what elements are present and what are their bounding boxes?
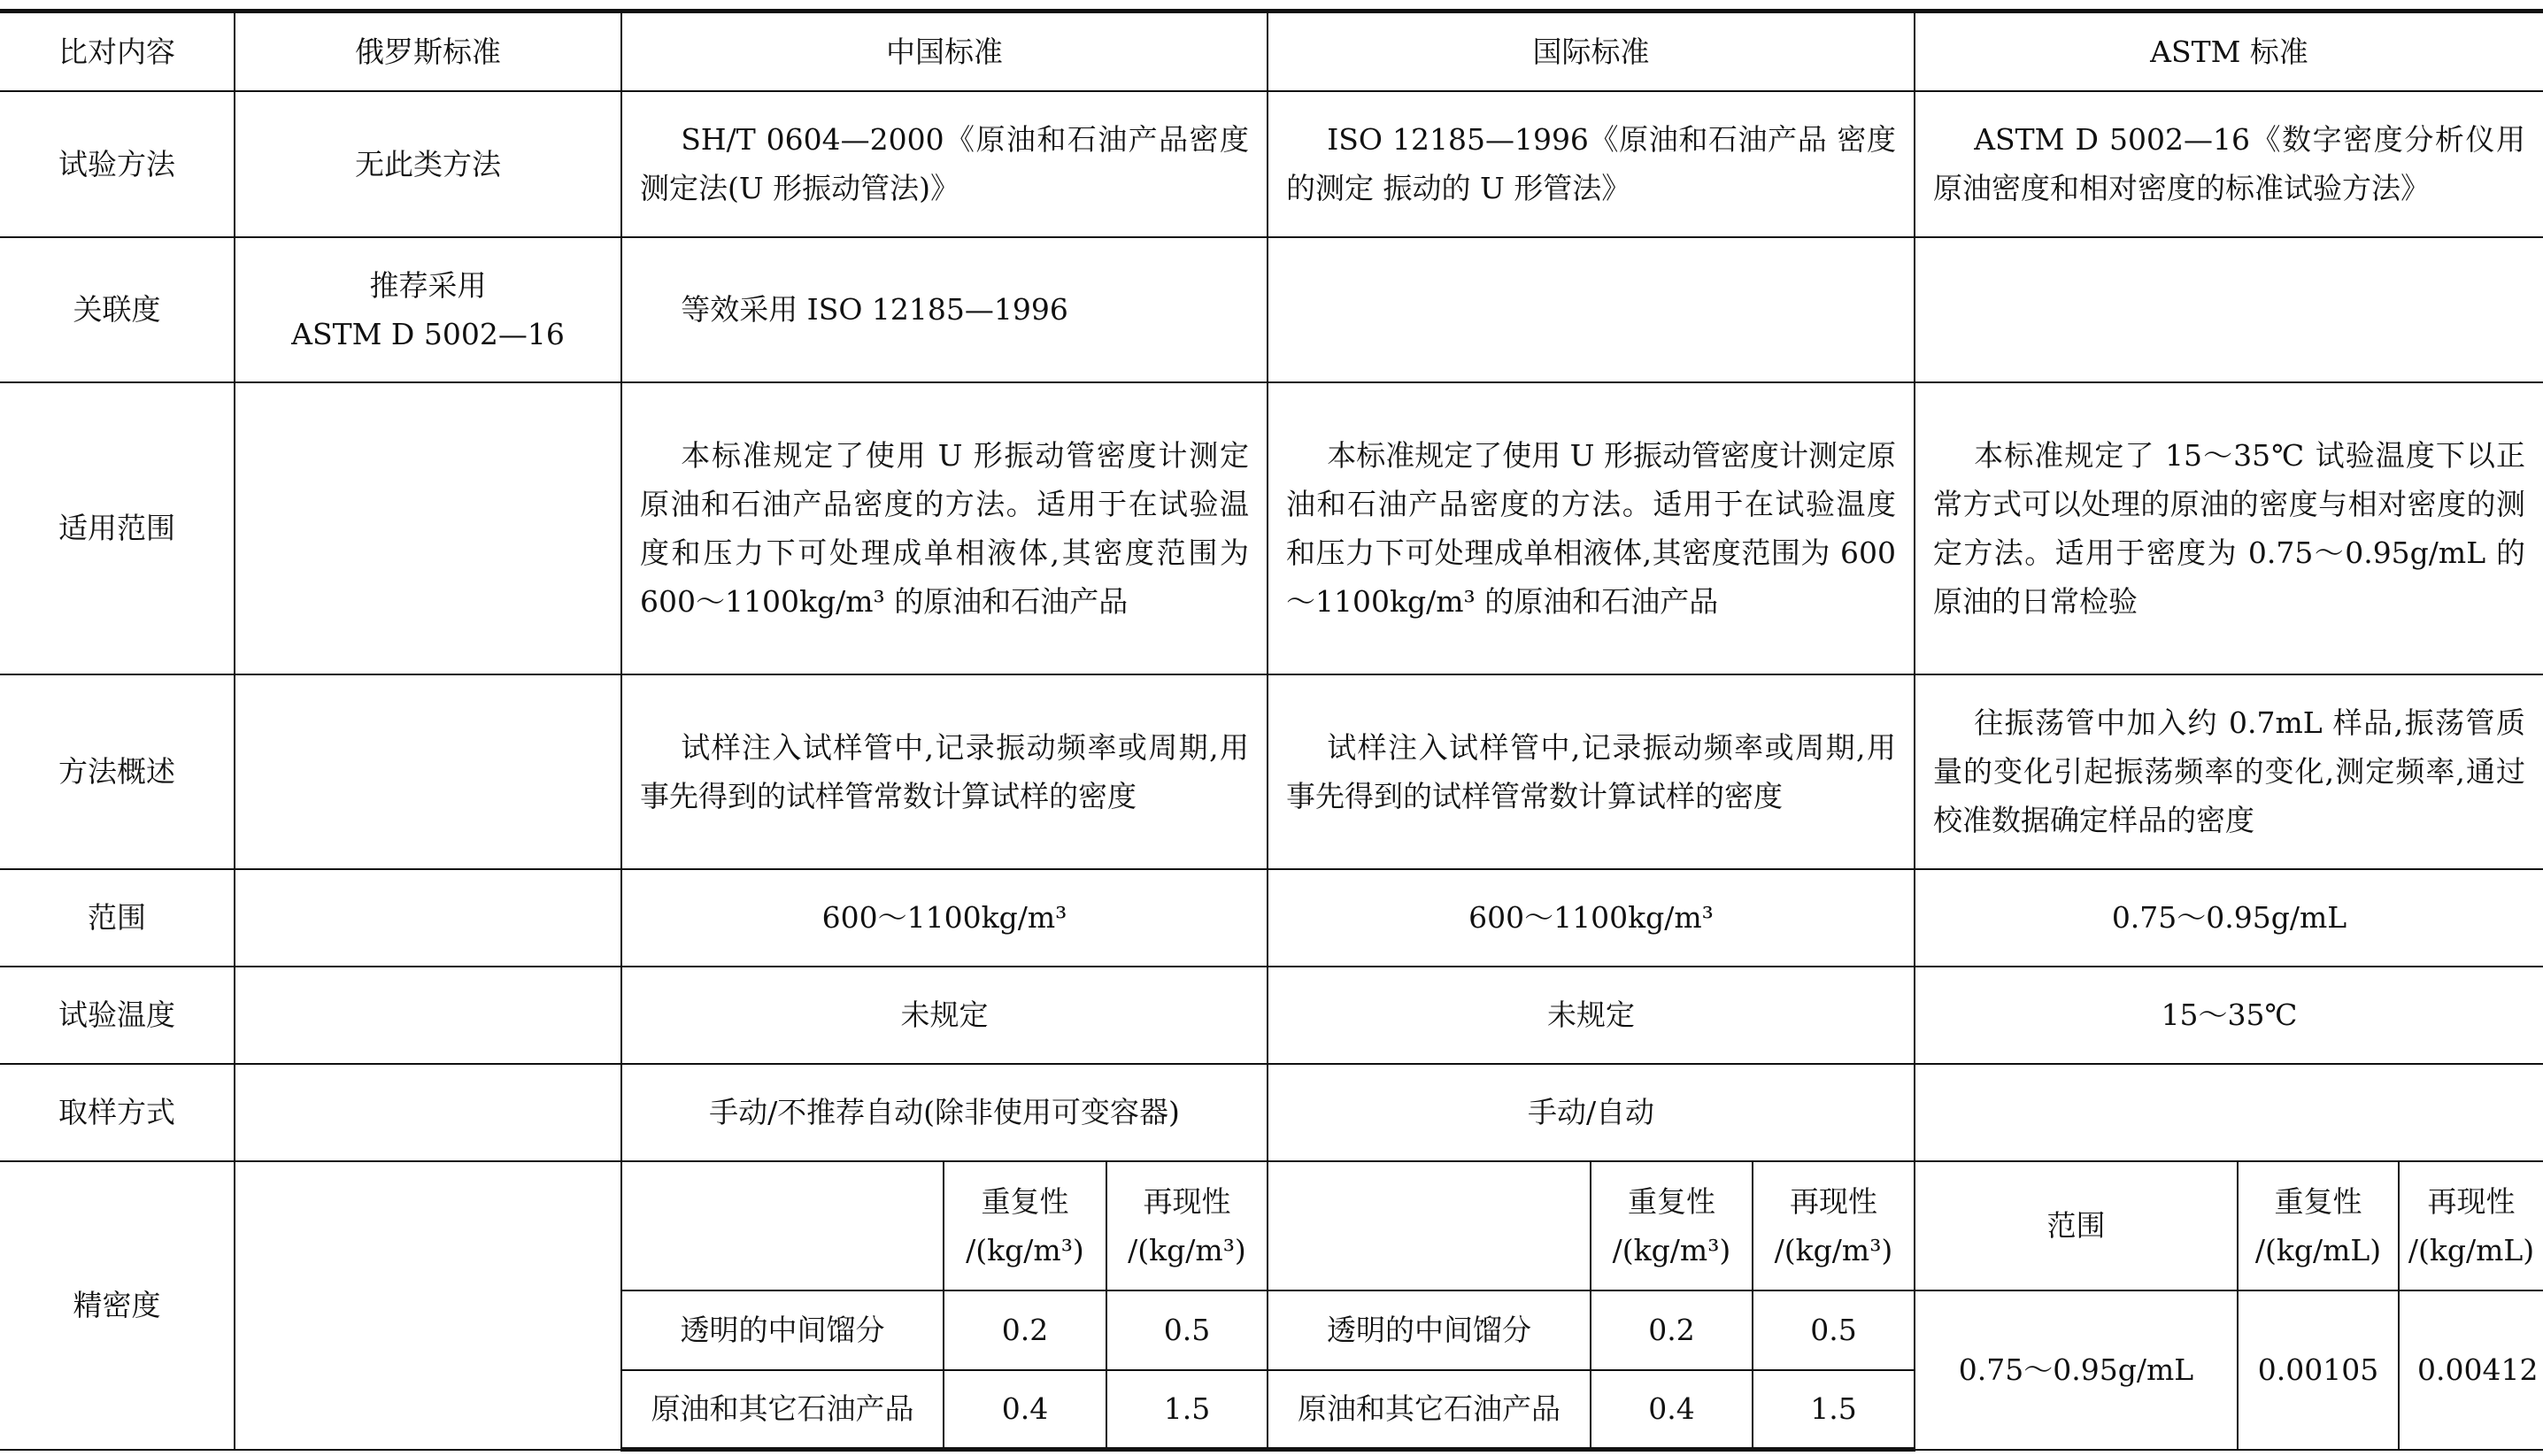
cell-russia [235,967,621,1064]
repeat-label: 重复性 [2274,1183,2362,1219]
precision-china-repeat-header [944,1161,1106,1290]
precision-china-reproduce-header [1106,1161,1268,1290]
row-label: 试验温度 [0,967,235,1064]
cell-astm: 本标准规定了 15～35℃ 试验温度下以正常方式可以处理的原油的密度与相对密度的测定方法。适用于密度为 0.75～0.95g/mL 的原油的日常检验 [1915,382,2543,674]
precision-intl-blank [1268,1161,1591,1290]
header-russia: 俄罗斯标准 [235,12,621,91]
repeat-label: 重复性 [1628,1183,1715,1219]
cell-astm: 0.75～0.95g/mL [1915,869,2543,967]
precision-astm-repeat-header [2238,1161,2399,1290]
precision-china-name: 原油和其它石油产品 [621,1370,944,1450]
relation-line-1: 推荐采用 [369,267,487,303]
header-china: 中国标准 [621,12,1268,91]
row-precision-header [0,1161,2543,1290]
reproduce-label: 再现性 [1790,1183,1877,1219]
cell-russia [235,1161,621,1450]
row-label: 方法概述 [0,674,235,869]
precision-china-repeat: 0.4 [944,1370,1106,1450]
cell-intl: 600～1100kg/m³ [1268,869,1915,967]
repeat-unit: /(kg/m³) [966,1232,1084,1267]
reproduce-unit: /(kg/m³) [1128,1232,1246,1267]
row-temperature [0,967,2543,1064]
cell-russia [235,674,621,869]
cell-astm: 往振荡管中加入约 0.7mL 样品,振荡管质量的变化引起振荡频率的变化,测定频率,通过校准数据确定样品的密度 [1915,674,2543,869]
precision-china-name: 透明的中间馏分 [621,1290,944,1370]
cell-astm [1915,1064,2543,1161]
row-label: 关联度 [0,237,235,382]
cell-astm: 15～35℃ [1915,967,2543,1064]
precision-china-blank [621,1161,944,1290]
cell-russia [235,237,621,382]
precision-intl-repeat: 0.4 [1591,1370,1753,1450]
cell-china: 本标准规定了使用 U 形振动管密度计测定原油和石油产品密度的方法。适用于在试验温度和压力下可处理成单相液体,其密度范围为 600～1100kg/m³ 的原油和石油产品 [621,382,1268,674]
header-intl: 国际标准 [1268,12,1915,91]
cell-russia [235,382,621,674]
cell-china: 手动/不推荐自动(除非使用可变容器) [621,1064,1268,1161]
precision-china-repeat: 0.2 [944,1290,1106,1370]
precision-astm-repeat: 0.00105 [2238,1290,2399,1450]
row-sampling [0,1064,2543,1161]
reproduce-label: 再现性 [2427,1183,2516,1219]
row-method [0,91,2543,237]
row-label: 适用范围 [0,382,235,674]
cell-intl [1268,237,1915,382]
cell-astm [1915,237,2543,382]
precision-intl-reproduce: 1.5 [1753,1370,1915,1450]
relation-line-2: ASTM D 5002—16 [291,316,565,351]
row-relation [0,237,2543,382]
precision-astm-reproduce-header [2399,1161,2543,1290]
precision-intl-name: 原油和其它石油产品 [1268,1370,1591,1450]
row-label: 取样方式 [0,1064,235,1161]
row-label: 精密度 [0,1161,235,1450]
cell-intl: ISO 12185—1996《原油和石油产品 密度的测定 振动的 U 形管法》 [1268,91,1915,237]
reproduce-unit: /(kg/mL) [2408,1232,2535,1267]
precision-china-reproduce: 1.5 [1106,1370,1268,1450]
header-astm: ASTM 标准 [1915,12,2543,91]
cell-china: SH/T 0604—2000《原油和石油产品密度测定法(U 形振动管法)》 [621,91,1268,237]
cell-astm: ASTM D 5002—16《数字密度分析仪用原油密度和相对密度的标准试验方法》 [1915,91,2543,237]
precision-astm-range-header: 范围 [1915,1161,2238,1290]
repeat-unit: /(kg/m³) [1612,1232,1731,1267]
cell-intl: 本标准规定了使用 U 形振动管密度计测定原油和石油产品密度的方法。适用于在试验温度和压力下可处理成单相液体,其密度范围为 600～1100kg/m³ 的原油和石油产品 [1268,382,1915,674]
precision-intl-repeat-header [1591,1161,1753,1290]
row-summary [0,674,2543,869]
reproduce-unit: /(kg/m³) [1774,1232,1893,1267]
cell-china: 600～1100kg/m³ [621,869,1268,967]
cell-intl: 未规定 [1268,967,1915,1064]
precision-intl-reproduce: 0.5 [1753,1290,1915,1370]
header-compare: 比对内容 [0,12,235,91]
precision-china-reproduce: 0.5 [1106,1290,1268,1370]
repeat-unit: /(kg/mL) [2254,1232,2382,1267]
cell-russia [235,1064,621,1161]
row-range [0,869,2543,967]
precision-astm-reproduce: 0.00412 [2399,1290,2543,1450]
precision-intl-reproduce-header [1753,1161,1915,1290]
cell-china: 等效采用 ISO 12185—1996 [621,237,1268,382]
cell-intl: 试样注入试样管中,记录振动频率或周期,用事先得到的试样管常数计算试样的密度 [1268,674,1915,869]
cell-russia: 无此类方法 [235,91,621,237]
comparison-table [0,9,2543,1452]
precision-intl-repeat: 0.2 [1591,1290,1753,1370]
precision-intl-name: 透明的中间馏分 [1268,1290,1591,1370]
cell-intl: 手动/自动 [1268,1064,1915,1161]
row-label: 范围 [0,869,235,967]
cell-russia [235,869,621,967]
repeat-label: 重复性 [981,1183,1069,1219]
row-label: 试验方法 [0,91,235,237]
reproduce-label: 再现性 [1143,1183,1231,1219]
row-scope [0,382,2543,674]
cell-china: 未规定 [621,967,1268,1064]
cell-china: 试样注入试样管中,记录振动频率或周期,用事先得到的试样管常数计算试样的密度 [621,674,1268,869]
precision-astm-range: 0.75～0.95g/mL [1915,1290,2238,1450]
header-row [0,12,2543,91]
